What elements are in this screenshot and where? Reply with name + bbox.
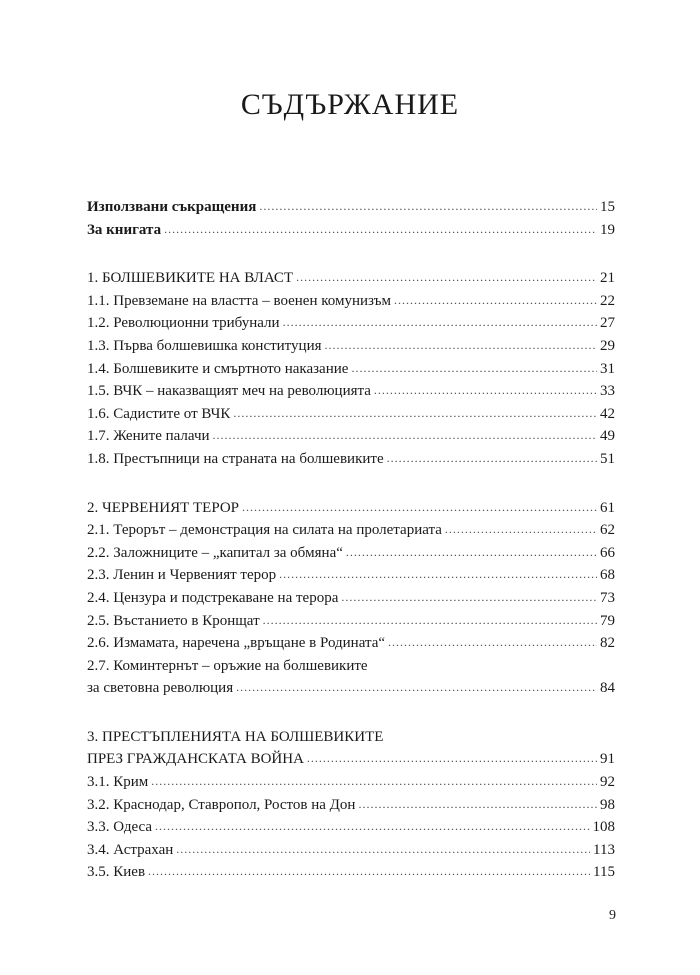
toc-entry-title: 3.3. Одеса: [87, 819, 153, 836]
toc-section: [87, 726, 615, 884]
toc-entry: [87, 587, 615, 610]
toc-entry-title: 3.2. Краснодар, Ставропол, Ростов на Дон: [87, 796, 356, 813]
toc-entry: [87, 839, 615, 862]
toc-entry: [87, 403, 615, 426]
toc-entry-page-number: 42: [600, 405, 615, 422]
dot-leader: [445, 518, 597, 541]
dot-leader: [164, 218, 597, 241]
toc-entry-page-number: 31: [600, 360, 615, 377]
toc-entry-title: 1.3. Първа болшевишка конституция: [87, 337, 322, 354]
dot-leader: [148, 860, 590, 883]
toc-entry-page-number: 29: [600, 337, 615, 354]
toc-entry-title: 1.8. Престъпници на страната на болшевиките: [87, 450, 384, 467]
toc-entry: [87, 677, 615, 700]
dot-leader: [283, 311, 597, 334]
toc-entry-title: 2.6. Измамата, наречена „връщане в Родината“: [87, 635, 386, 652]
dot-leader: [233, 402, 597, 425]
toc-entry: [87, 358, 615, 381]
toc-entry: [87, 267, 615, 290]
table-of-contents: [87, 196, 615, 910]
dot-leader: [279, 563, 597, 586]
toc-entry-page-number: 98: [600, 796, 615, 813]
toc-entry: [87, 632, 615, 655]
toc-entry: [87, 564, 615, 587]
dot-leader: [242, 496, 597, 519]
toc-entry-heading-line: 3. ПРЕСТЪПЛЕНИЯТА НА БОЛШЕВИКИТЕ: [87, 728, 384, 745]
toc-entry-title: 1.6. Садистите от ВЧК: [87, 405, 231, 422]
toc-entry-page-number: 66: [600, 544, 615, 561]
toc-entry: [87, 610, 615, 633]
toc-entry: [87, 335, 615, 358]
toc-entry-title: 2.2. Заложниците – „капитал за обмяна“: [87, 544, 343, 561]
toc-entry-page-number: 21: [600, 270, 615, 287]
toc-entry-page-number: 61: [600, 499, 615, 516]
toc-entry-page-number: 22: [600, 292, 615, 309]
dot-leader: [351, 357, 597, 380]
toc-entry-page-number: 113: [593, 841, 615, 858]
toc-entry-page-number: 19: [600, 221, 615, 238]
dot-leader: [263, 609, 597, 632]
dot-leader: [374, 379, 597, 402]
dot-leader: [388, 631, 597, 654]
dot-leader: [155, 815, 589, 838]
dot-leader: [236, 676, 597, 699]
toc-entry-title: 2.4. Цензура и подстрекаване на терора: [87, 589, 339, 606]
toc-entry-page-number: 73: [600, 589, 615, 606]
toc-entry: [87, 425, 615, 448]
toc-entry: [87, 748, 615, 771]
toc-entry-page-number: 82: [600, 635, 615, 652]
toc-entry: [87, 794, 615, 817]
dot-leader: [394, 289, 597, 312]
toc-entry-page-number: 91: [600, 751, 615, 768]
toc-entry-page-number: 115: [593, 864, 615, 881]
dot-leader: [307, 747, 597, 770]
toc-entry-title: 2.5. Въстанието в Кронщат: [87, 612, 260, 629]
toc-entry: [87, 497, 615, 520]
toc-entry-title: Използвани съкращения: [87, 199, 257, 215]
toc-section: [87, 267, 615, 470]
toc-entry: [87, 312, 615, 335]
toc-entry: [87, 448, 615, 471]
toc-entry-page-number: 68: [600, 567, 615, 584]
dot-leader: [387, 447, 597, 470]
toc-entry: [87, 861, 615, 884]
toc-entry-title: 1.2. Революционни трибунали: [87, 315, 280, 332]
toc-entry-title: 1.5. ВЧК – наказващият меч на революцията: [87, 383, 371, 400]
toc-entry-page-number: 92: [600, 774, 615, 791]
toc-entry: [87, 542, 615, 565]
toc-entry-page-number: 62: [600, 522, 615, 539]
toc-entry-title: 3.5. Киев: [87, 864, 146, 881]
toc-entry-heading-line: 2.7. Коминтернът – оръжие на болшевиките: [87, 657, 368, 674]
toc-entry-page-number: 49: [600, 428, 615, 445]
toc-entry-page-number: 108: [592, 819, 615, 836]
page-title: СЪДЪРЖАНИЕ: [240, 88, 460, 121]
toc-entry-page-number: 79: [600, 612, 615, 629]
toc-entry: [87, 196, 615, 219]
dot-leader: [346, 541, 597, 564]
dot-leader: [151, 770, 597, 793]
toc-entry: [87, 219, 615, 242]
toc-entry: [87, 816, 615, 839]
toc-entry-title: ПРЕЗ ГРАЖДАНСКАТА ВОЙНА: [87, 751, 304, 768]
toc-entry-title: 3.4. Астрахан: [87, 841, 174, 858]
toc-entry-title: 1. БОЛШЕВИКИТЕ НА ВЛАСТ: [87, 270, 294, 287]
toc-entry-title: 3.1. Крим: [87, 774, 149, 791]
dot-leader: [325, 334, 598, 357]
dot-leader: [358, 793, 597, 816]
toc-entry-title: 1.1. Превземане на властта – военен комунизъм: [87, 292, 391, 309]
page-number: 9: [609, 908, 616, 923]
toc-entry-title: 1.7. Жените палачи: [87, 428, 210, 445]
toc-entry: [87, 771, 615, 794]
toc-entry-title: 2.3. Ленин и Червеният терор: [87, 567, 277, 584]
dot-leader: [176, 838, 590, 861]
toc-entry-page-number: 84: [600, 680, 615, 697]
toc-entry: [87, 290, 615, 313]
toc-entry-title: За книгата: [87, 221, 162, 238]
toc-section: [87, 196, 615, 241]
toc-entry-page-number: 33: [600, 383, 615, 400]
toc-entry-title: за световна революция: [87, 680, 234, 697]
toc-entry-title: 2.1. Терорът – демонстрация на силата на пролетариата: [87, 522, 442, 539]
toc-entry-page-number: 51: [600, 450, 615, 467]
toc-entry: [87, 519, 615, 542]
toc-entry-page-number: 15: [600, 199, 615, 215]
toc-section: [87, 497, 615, 700]
dot-leader: [341, 586, 597, 609]
dot-leader: [213, 424, 597, 447]
toc-entry: [87, 380, 615, 403]
toc-entry-page-number: 27: [600, 315, 615, 332]
dot-leader: [259, 195, 597, 218]
toc-entry-title: 1.4. Болшевиките и смъртното наказание: [87, 360, 349, 377]
dot-leader: [296, 266, 597, 289]
toc-entry-title: 2. ЧЕРВЕНИЯТ ТЕРОР: [87, 499, 240, 516]
